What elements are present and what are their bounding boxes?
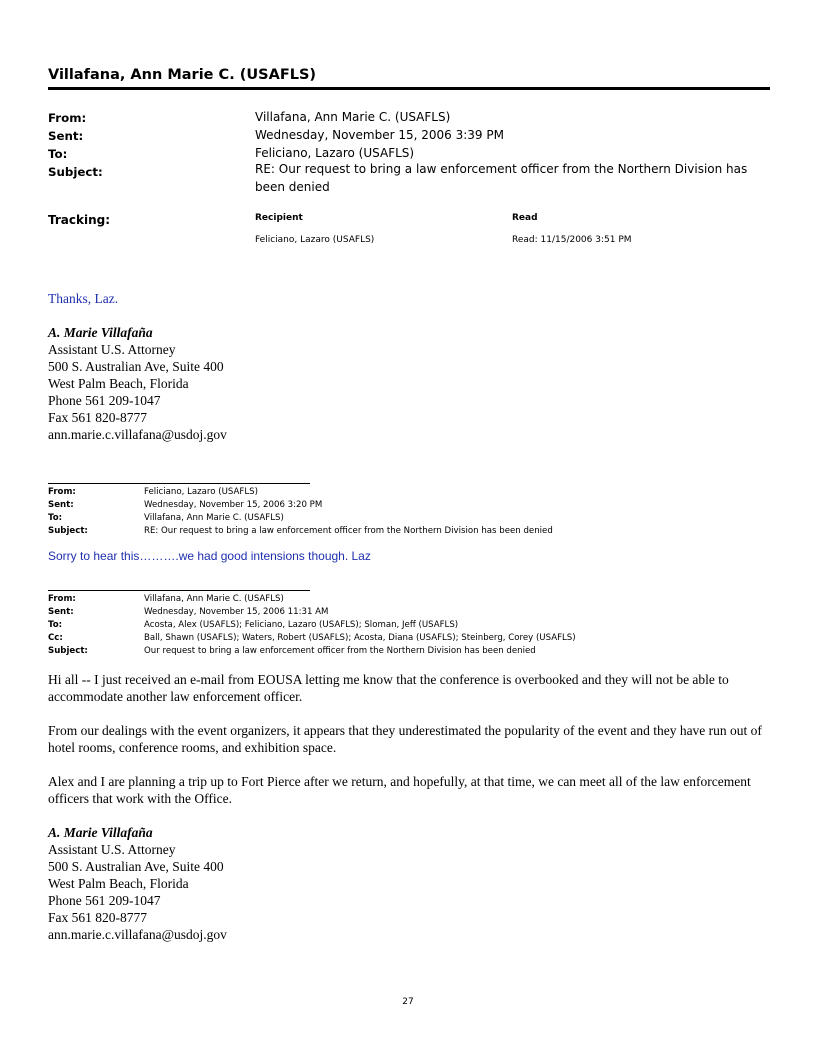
- signature-address-line2: West Palm Beach, Florida: [48, 876, 189, 891]
- msg2-to-label: To:: [48, 513, 63, 523]
- msg3-sent-label: Sent:: [48, 607, 74, 617]
- signature-email[interactable]: ann.marie.c.villafana@usdoj.gov: [48, 427, 227, 442]
- subject-value: RE: Our request to bring a law enforcement officer from the Northern Division has been denied: [255, 162, 748, 194]
- signature-address-line1: 500 S. Australian Ave, Suite 400: [48, 859, 224, 874]
- signature-fax: Fax 561 820-8777: [48, 410, 147, 425]
- message-separator: [48, 590, 310, 591]
- msg3-cc-value: Ball, Shawn (USAFLS); Waters, Robert (USAFLS); Acosta, Diana (USAFLS); Steinberg, Corey (USAFLS): [144, 633, 576, 643]
- title-divider: [48, 87, 770, 90]
- from-label: From:: [48, 111, 87, 125]
- msg2-subject-value: RE: Our request to bring a law enforcement officer from the Northern Division has been denied: [144, 526, 553, 536]
- signature-phone: Phone 561 209-1047: [48, 893, 161, 908]
- signature-phone: Phone 561 209-1047: [48, 393, 161, 408]
- msg3-paragraph-3: Alex and I are planning a trip up to Fort Pierce after we return, and hopefully, at that time, we can meet all of the law enforcement officers that work with the Office.: [48, 774, 751, 806]
- signature-block: [48, 324, 227, 443]
- reply-body: Thanks, Laz.: [48, 291, 119, 306]
- sent-label: Sent:: [48, 129, 84, 143]
- msg3-subject-label: Subject:: [48, 646, 88, 656]
- msg3-paragraph-2: From our dealings with the event organizers, it appears that they underestimated the popularity of the event and they have run out of hotel rooms, conference rooms, and exhibition space.: [48, 723, 762, 755]
- signature-name: A. Marie Villafaña: [48, 325, 153, 340]
- msg2-subject-label: Subject:: [48, 526, 88, 536]
- signature-name: A. Marie Villafaña: [48, 825, 153, 840]
- signature-block: [48, 824, 227, 943]
- msg3-from-label: From:: [48, 594, 76, 604]
- msg3-from-value: Villafana, Ann Marie C. (USAFLS): [144, 594, 284, 604]
- msg3-to-label: To:: [48, 620, 63, 630]
- tracking-recipient: Feliciano, Lazaro (USAFLS): [255, 235, 375, 245]
- msg3-to-value: Acosta, Alex (USAFLS); Feliciano, Lazaro (USAFLS); Sloman, Jeff (USAFLS): [144, 620, 459, 630]
- tracking-label: Tracking:: [48, 213, 111, 227]
- msg2-from-value: Feliciano, Lazaro (USAFLS): [144, 487, 258, 497]
- tracking-read-status: Read: 11/15/2006 3:51 PM: [512, 235, 632, 245]
- msg3-paragraph-1: Hi all -- I just received an e-mail from EOUSA letting me know that the conference is overbooked and they will not be able to accommodate another law enforcement officer.: [48, 672, 729, 704]
- msg2-to-value: Villafana, Ann Marie C. (USAFLS): [144, 513, 284, 523]
- msg2-sent-value: Wednesday, November 15, 2006 3:20 PM: [144, 500, 323, 510]
- to-label: To:: [48, 147, 68, 161]
- msg3-subject-value: Our request to bring a law enforcement officer from the Northern Division has been denied: [144, 646, 536, 656]
- msg2-sent-label: Sent:: [48, 500, 74, 510]
- from-value: Villafana, Ann Marie C. (USAFLS): [255, 110, 451, 124]
- signature-address-line2: West Palm Beach, Florida: [48, 376, 189, 391]
- tracking-recipient-header: Recipient: [255, 213, 303, 223]
- tracking-read-header: Read: [512, 213, 538, 223]
- sent-value: Wednesday, November 15, 2006 3:39 PM: [255, 128, 504, 142]
- msg3-sent-value: Wednesday, November 15, 2006 11:31 AM: [144, 607, 329, 617]
- signature-address-line1: 500 S. Australian Ave, Suite 400: [48, 359, 224, 374]
- subject-label: Subject:: [48, 165, 103, 179]
- document-title: Villafana, Ann Marie C. (USAFLS): [48, 67, 317, 83]
- signature-fax: Fax 561 820-8777: [48, 910, 147, 925]
- signature-title: Assistant U.S. Attorney: [48, 842, 176, 857]
- to-value: Feliciano, Lazaro (USAFLS): [255, 146, 415, 160]
- message-separator: [48, 483, 310, 484]
- msg2-from-label: From:: [48, 487, 76, 497]
- page-number: 27: [402, 997, 414, 1007]
- msg2-body: Sorry to hear this……….we had good intensions though. Laz: [48, 549, 371, 563]
- signature-title: Assistant U.S. Attorney: [48, 342, 176, 357]
- signature-email[interactable]: ann.marie.c.villafana@usdoj.gov: [48, 927, 227, 942]
- msg3-cc-label: Cc:: [48, 633, 63, 643]
